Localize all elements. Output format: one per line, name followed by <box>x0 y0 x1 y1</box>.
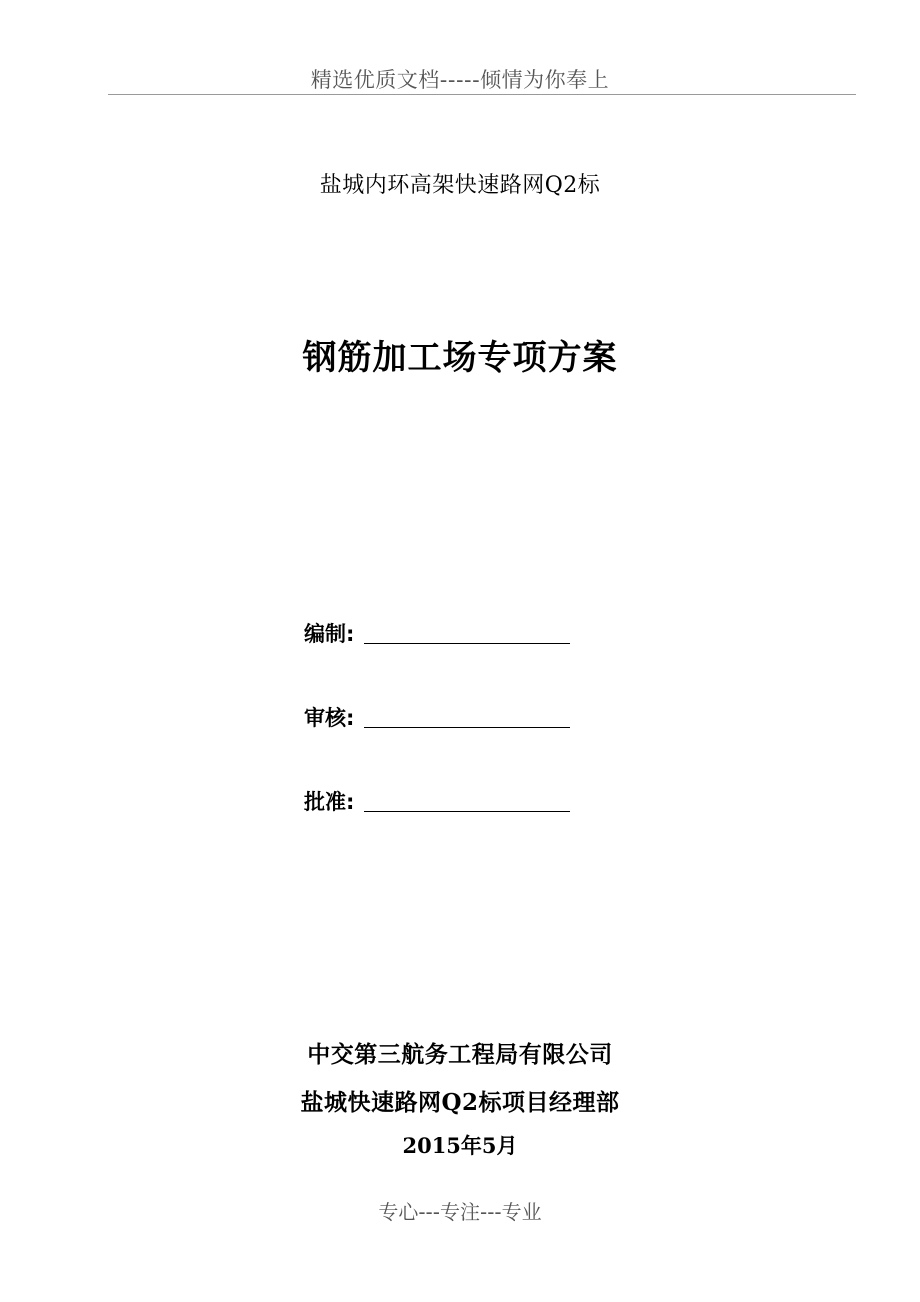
project-name: 盐城内环高架快速路网Q2标 <box>319 173 601 198</box>
signature-line-compiled <box>364 643 570 644</box>
signature-row-approved <box>304 782 570 816</box>
signature-row-compiled <box>304 614 570 648</box>
document-title: 钢筋加工场专项方案 <box>302 338 618 378</box>
header-divider <box>108 94 856 95</box>
page-header: 精选优质文档-----倾情为你奉上 <box>310 68 610 92</box>
signature-label-approved: 批准: <box>304 790 355 814</box>
document-date: 2015年5月 <box>402 1133 518 1158</box>
company-name: 中交第三航务工程局有限公司 <box>307 1041 613 1068</box>
signature-line-reviewed <box>364 727 570 728</box>
signature-row-reviewed <box>304 698 570 732</box>
department-name: 盐城快速路网Q2标项目经理部 <box>300 1089 620 1116</box>
signature-label-reviewed: 审核: <box>304 706 355 730</box>
signature-line-approved <box>364 811 570 812</box>
page-footer: 专心---专注---专业 <box>378 1200 542 1224</box>
signature-label-compiled: 编制: <box>304 622 355 646</box>
